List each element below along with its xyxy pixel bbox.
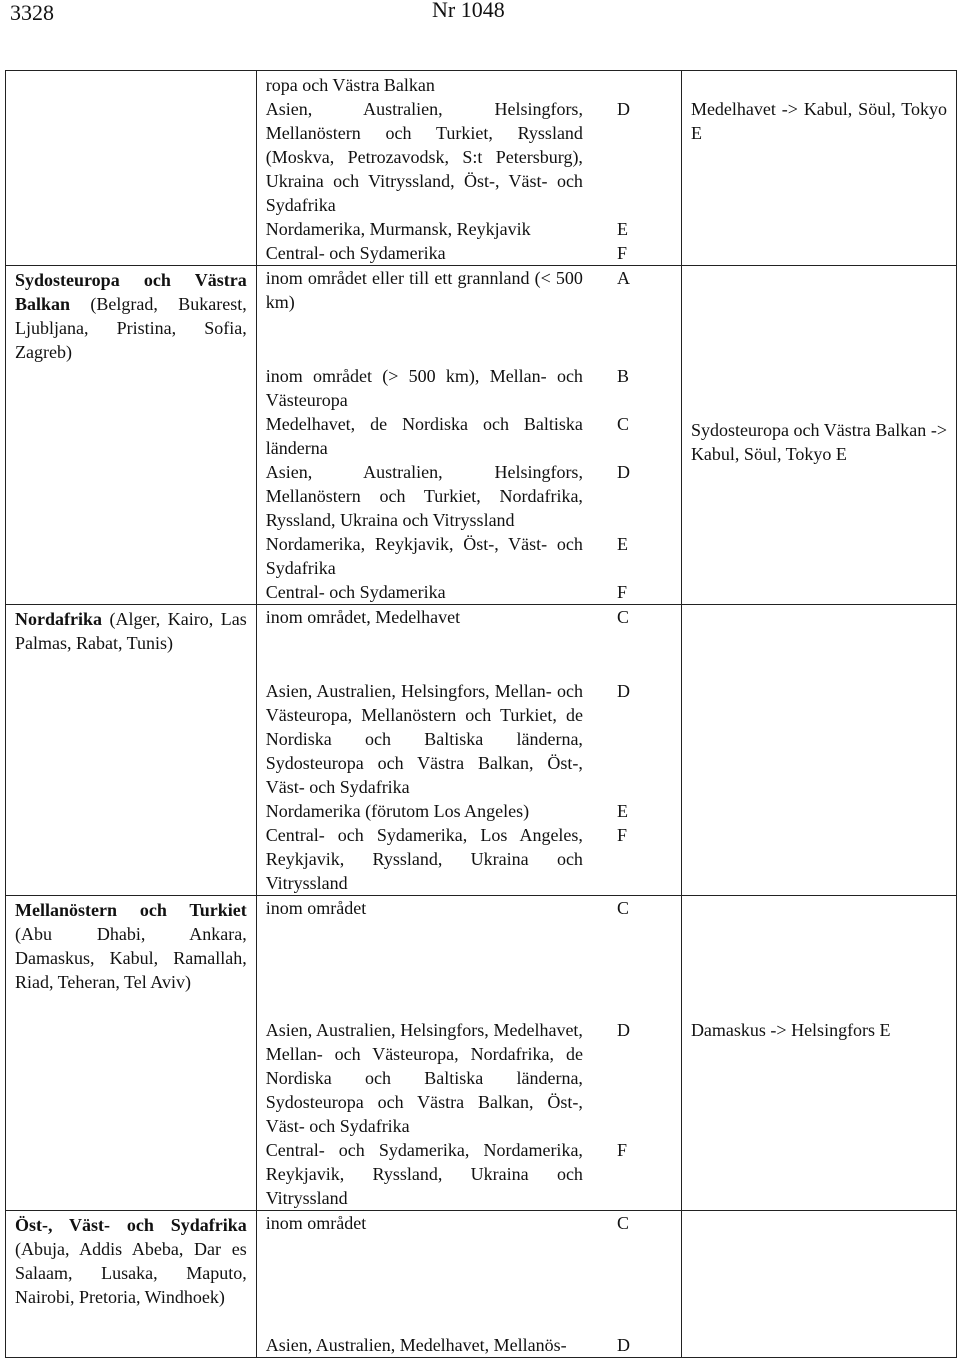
region-cell <box>6 71 257 266</box>
page-number: 3328 <box>10 0 54 25</box>
zone-letter: A <box>616 268 630 288</box>
region-cell <box>6 605 257 896</box>
zone-letter: D <box>616 462 630 482</box>
note-cell <box>681 605 956 896</box>
region-cities: (Abu Dhabi, Ankara, Damaskus, Kabul, Ramallah, Riad, Teheran, Tel Aviv) <box>15 924 247 992</box>
zone-letter: E <box>616 534 628 554</box>
zone-letter: E <box>616 219 628 239</box>
table-row <box>6 71 957 266</box>
destination-text: Nordamerika, Reykjavik, Öst-, Väst- och Sydafrika <box>265 534 583 578</box>
region-cities: (Abuja, Addis Abeba, Dar es Salaam, Lusaka, Maputo, Nairobi, Pretoria, Windhoek) <box>15 1239 247 1307</box>
zone-letter: F <box>616 582 627 602</box>
destination-text: ropa och Västra Balkan <box>265 75 435 95</box>
destination-text: Asien, Australien, Helsingfors, Mellanöstern och Turkiet, Nordafrika, Ryssland, Ukraina och Vitryssland <box>265 462 583 530</box>
destination-text: inom området (> 500 km), Mellan- och Västeuropa <box>265 366 583 410</box>
destination-cell <box>256 605 681 896</box>
region-cities: (Belgrad, Bukarest, Ljubljana, Pristina, Sofia, Zagreb) <box>15 294 247 362</box>
destination-text: Central- och Sydamerika <box>265 582 446 602</box>
destination-text: Medelhavet, de Nordiska och Baltiska länderna <box>265 414 583 458</box>
zone-letter: C <box>616 1213 629 1233</box>
page-header <box>0 0 960 40</box>
table-row <box>6 896 957 1211</box>
note-cell <box>681 896 956 1211</box>
destination-cell <box>256 71 681 266</box>
region-cell <box>6 1211 257 1358</box>
region-cities: (Alger, Kairo, Las Palmas, Rabat, Tunis) <box>15 609 247 653</box>
zone-letter: D <box>616 1335 630 1355</box>
destination-text: Asien, Australien, Helsingfors, Mellan- och Västeuropa, Mellanöstern och Turkiet, de Nordiska och Baltiska länderna, Sydosteuropa och Västra Balkan, Öst-, Väst- och Sydafrika <box>265 681 583 797</box>
zone-letter: D <box>616 681 630 701</box>
destination-text: Central- och Sydamerika, Los Angeles, Reykjavik, Ryssland, Ukraina och Vitryssland <box>265 825 583 893</box>
region-name: Öst-, Väst- och Sydafrika <box>15 1215 247 1235</box>
destination-text: Nordamerika (förutom Los Angeles) <box>265 801 530 821</box>
note-text: Medelhavet -> Kabul, Söul, Tokyo E <box>690 99 947 143</box>
note-cell <box>681 71 956 266</box>
region-cell <box>6 266 257 605</box>
destination-text: Asien, Australien, Medelhavet, Mellanös- <box>265 1335 567 1355</box>
destination-text: inom området eller till ett grannland (< 500 km) <box>265 268 583 312</box>
destination-text: inom området <box>265 898 367 918</box>
destination-cell <box>256 266 681 605</box>
zone-letter: C <box>616 414 629 434</box>
destination-text: Central- och Sydamerika <box>265 243 446 263</box>
destination-cell <box>256 1211 681 1358</box>
issue-number: Nr 1048 <box>432 0 505 22</box>
zone-letter: D <box>616 99 630 119</box>
note-text: Sydosteuropa och Västra Balkan -> Kabul, Söul, Tokyo E <box>690 420 947 464</box>
zone-letter: F <box>616 825 627 845</box>
region-name: Mellanöstern och Turkiet <box>15 900 247 920</box>
note-cell <box>681 1211 956 1358</box>
region-name: Nordafrika <box>15 609 102 629</box>
zone-letter <box>589 73 681 97</box>
zone-letter: E <box>616 801 628 821</box>
zone-letter: C <box>616 898 629 918</box>
zone-letter: F <box>616 243 627 263</box>
zone-letter: C <box>616 607 629 627</box>
table-row <box>6 1211 957 1358</box>
note-cell <box>681 266 956 605</box>
destination-text: Asien, Australien, Helsingfors, Mellanöstern och Turkiet, Ryssland (Moskva, Petrozavodsk, S:t Petersburg), Ukraina och Vitryssland, Öst-, Väst- och Sydafrika <box>265 99 583 215</box>
region-cell <box>6 896 257 1211</box>
destination-text: Nordamerika, Murmansk, Reykjavik <box>265 219 531 239</box>
destination-text: Asien, Australien, Helsingfors, Medelhavet, Mellan- och Västeuropa, Nordafrika, de Nordiska och Baltiska länderna, Sydosteuropa och Västra Balkan, Öst-, Väst- och Sydafrika <box>265 1020 583 1136</box>
zone-letter: F <box>616 1140 627 1160</box>
note-text: Damaskus -> Helsingfors E <box>690 1020 891 1040</box>
zone-letter: D <box>616 1020 630 1040</box>
destination-text: inom området <box>265 1213 367 1233</box>
zone-letter: B <box>616 366 629 386</box>
destination-text: Central- och Sydamerika, Nordamerika, Reykjavik, Ryssland, Ukraina och Vitryssland <box>265 1140 583 1208</box>
region-name: Sydosteuropa och Västra Balkan <box>15 270 247 314</box>
table-row <box>6 266 957 605</box>
destination-text: inom området, Medelhavet <box>265 607 461 627</box>
table-row <box>6 605 957 896</box>
zone-table <box>5 70 957 1358</box>
destination-cell <box>256 896 681 1211</box>
